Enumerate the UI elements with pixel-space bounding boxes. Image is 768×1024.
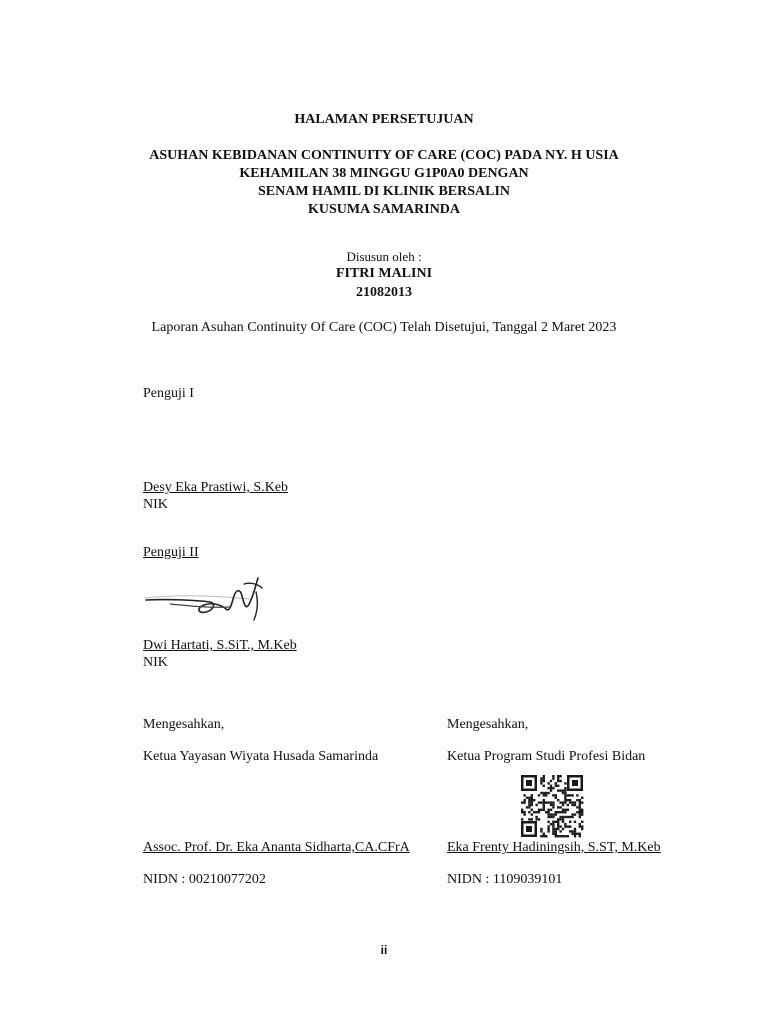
report-title-line: KUSUMA SAMARINDA [307, 202, 461, 217]
report-title-line: ASUHAN KEBIDANAN CONTINUITY OF CARE (COC) PADA NY. H USIA [149, 148, 619, 163]
report-title-line: KEHAMILAN 38 MINGGU G1P0A0 DENGAN [239, 166, 529, 181]
examiner-1-nik: NIK [143, 497, 168, 512]
qr-code-image [519, 773, 585, 839]
report-title-line: SENAM HAMIL DI KLINIK BERSALIN [257, 184, 511, 199]
examiner-2-name: Dwi Hartati, S.SiT., M.Keb [143, 638, 297, 653]
examiner-2-nik: NIK [143, 655, 168, 670]
examiner-1-role: Penguji I [143, 386, 194, 401]
endorsement-2-nidn: NIDN : 1109039101 [447, 872, 563, 887]
endorsement-2-name: Eka Frenty Hadiningsih, S.ST, M.Keb [447, 840, 661, 855]
endorsement-1-name: Assoc. Prof. Dr. Eka Ananta Sidharta,CA.CFrA [143, 840, 410, 855]
examiner-1-name: Desy Eka Prastiwi, S.Keb [143, 480, 289, 495]
endorsement-1-label: Mengesahkan, [143, 717, 225, 732]
page-title: HALAMAN PERSETUJUAN [294, 112, 474, 127]
endorsement-2-label: Mengesahkan, [447, 717, 529, 732]
endorsement-2-position: Ketua Program Studi Profesi Bidan [447, 749, 646, 764]
signature-image [140, 572, 270, 632]
report-title [0, 147, 768, 219]
prepared-by-label: Disusun oleh : [346, 249, 422, 264]
author-student-id: 21082013 [356, 285, 412, 300]
approval-statement: Laporan Asuhan Continuity Of Care (COC) Telah Disetujui, Tanggal 2 Maret 2023 [151, 320, 617, 335]
examiner-2-role: Penguji II [143, 545, 199, 560]
endorsement-1-position: Ketua Yayasan Wiyata Husada Samarinda [143, 749, 379, 764]
page-number: ii [380, 943, 388, 957]
endorsement-1-nidn: NIDN : 00210077202 [143, 872, 266, 887]
author-name: FITRI MALINI [335, 266, 433, 281]
